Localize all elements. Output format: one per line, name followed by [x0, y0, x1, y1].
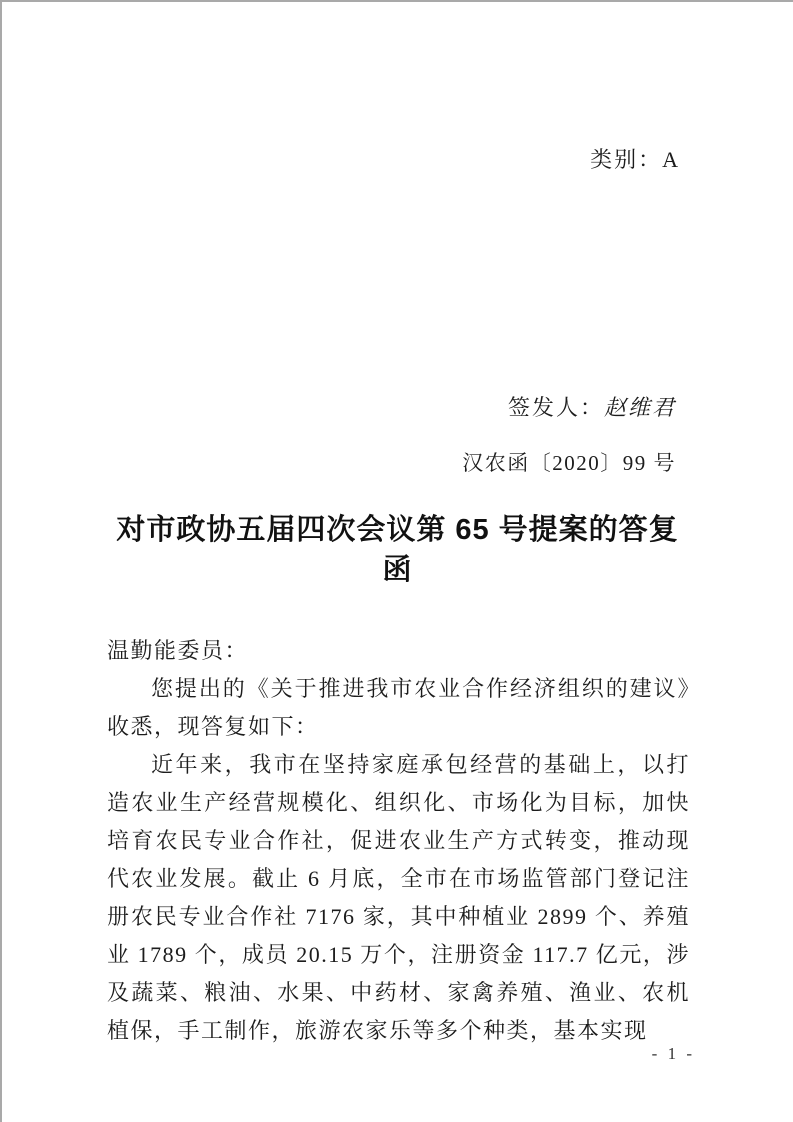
issuer-name: 赵维君 [603, 395, 676, 420]
body-paragraph: 您提出的《关于推进我市农业合作经济组织的建议》收悉，现答复如下： [107, 676, 690, 739]
document-title: 对市政协五届四次会议第 65 号提案的答复函 [116, 514, 679, 586]
body-paragraph: 近年来，我市在坚持家庭承包经营的基础上，以打造农业生产经营规模化、组织化、市场化为目标，加快培育农民专业合作社，促进农业生产方式转变，推动现代农业发展。截止 6 月底，全市在市场监管部门登记注册农民专业合作社 7176 家，其中种植业 2899 个、养殖业 1789 个，成员 20.15 万个，注册资金 117.7 亿元，涉及蔬菜、粮油、水果、中药材、家禽养殖、渔业、农机植保，手工制作，旅游农家乐等多个种类，基本实现 [107, 752, 690, 1043]
document-body [2, 632, 793, 1050]
category-label: 类别：A [590, 147, 680, 172]
doc-number: 汉农函〔2020〕99 号 [462, 451, 676, 475]
page-number: - 1 - [651, 1044, 695, 1063]
salutation: 温勤能委员： [107, 638, 249, 663]
issuer-label: 签发人： [507, 395, 604, 420]
issuer-line [2, 393, 793, 423]
